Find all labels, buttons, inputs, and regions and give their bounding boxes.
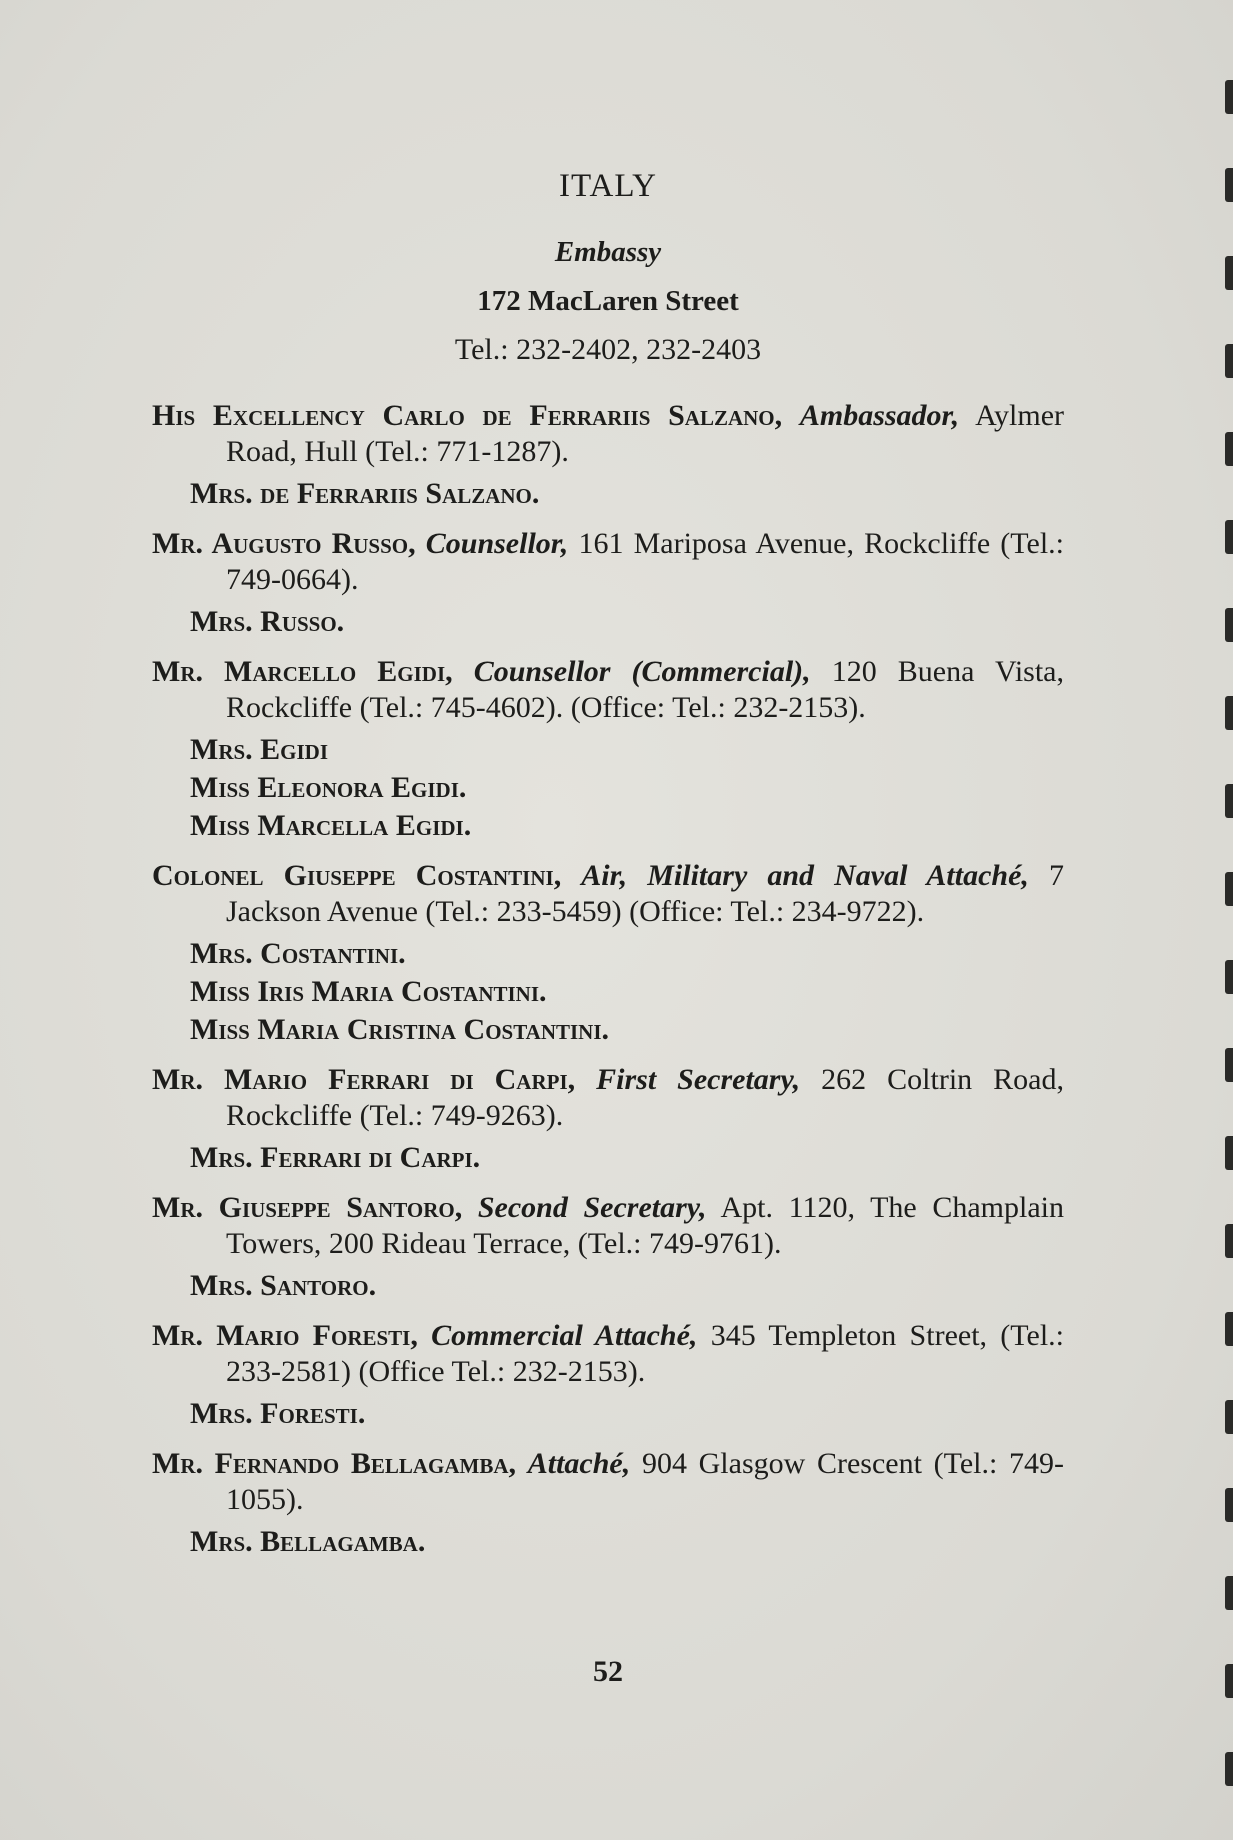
entry-details: 262 Coltrin Road, Rockcliffe (Tel.: 749-9263). [226, 1063, 1064, 1132]
family-member: Mrs. Russo. [190, 605, 345, 638]
entry-main [152, 1446, 1064, 1518]
spiral-binding [1219, 0, 1233, 1840]
entry-name: His Excellency Carlo de Ferrariis Salzano, [152, 399, 783, 432]
diplomat-list [152, 398, 1064, 1574]
entry-main [152, 526, 1064, 598]
family-member: Miss Iris Maria Costantini. [190, 975, 547, 1008]
family-member: Miss Marcella Egidi. [190, 809, 472, 842]
entry-name: Colonel Giuseppe Costantini, [152, 859, 562, 892]
entry-title: First Secretary, [596, 1063, 801, 1096]
entry-name: Mr. Mario Ferrari di Carpi, [152, 1063, 576, 1096]
family-member: Mrs. de Ferrariis Salzano. [190, 477, 540, 510]
list-item [152, 1318, 1064, 1432]
entry-details: 345 Templeton Street, (Tel.: 233-2581) (Office Tel.: 232-2153). [226, 1319, 1064, 1388]
family-member: Mrs. Costantini. [190, 937, 406, 970]
entry-title: Second Secretary, [477, 1191, 707, 1224]
list-item [152, 398, 1064, 512]
entry-main [152, 1190, 1064, 1262]
list-item [152, 1062, 1064, 1176]
entry-main [152, 858, 1064, 930]
entry-details: 7 Jackson Avenue (Tel.: 233-5459) (Office: Tel.: 234-9722). [226, 859, 1064, 928]
entry-details: 161 Mariposa Avenue, Rockcliffe (Tel.: 749-0664). [226, 527, 1064, 596]
entry-main [152, 1062, 1064, 1134]
list-item [152, 1190, 1064, 1304]
family-member: Miss Maria Cristina Costantini. [190, 1013, 609, 1046]
family-member: Miss Eleonora Egidi. [190, 771, 467, 804]
entry-main [152, 398, 1064, 470]
entry-main [152, 1318, 1064, 1390]
list-item [152, 526, 1064, 640]
entry-title: Counsellor (Commercial), [473, 655, 811, 688]
entry-name: Mr. Mario Foresti, [152, 1319, 418, 1352]
entry-title: Attaché, [527, 1447, 631, 1480]
family-member: Mrs. Santoro. [190, 1269, 377, 1302]
entry-main [152, 654, 1064, 726]
entry-name: Mr. Giuseppe Santoro, [152, 1191, 463, 1224]
family-member: Mrs. Ferrari di Carpi. [190, 1141, 481, 1174]
entry-details: Apt. 1120, The Champlain Towers, 200 Rideau Terrace, (Tel.: 749-9761). [226, 1191, 1064, 1260]
entry-details: 904 Glasgow Crescent (Tel.: 749-1055). [226, 1447, 1065, 1516]
page-number: 52 [593, 1655, 623, 1688]
embassy-address: 172 MacLaren Street [477, 285, 739, 317]
embassy-subtitle: Embassy [554, 236, 662, 268]
entry-title: Air, Military and Naval Attaché, [581, 859, 1029, 892]
entry-title: Ambassador, [799, 399, 960, 432]
entry-details: Aylmer Road, Hull (Tel.: 771-1287). [226, 399, 1065, 468]
entry-name: Mr. Fernando Bellagamba, [152, 1447, 517, 1480]
family-member: Mrs. Egidi [190, 733, 329, 766]
entry-title: Commercial Attaché, [431, 1319, 698, 1352]
entry-details: 120 Buena Vista, Rockcliffe (Tel.: 745-4602). (Office: Tel.: 232-2153). [226, 655, 1064, 724]
entry-name: Mr. Marcello Egidi, [152, 655, 453, 688]
embassy-telephone: Tel.: 232-2402, 232-2403 [454, 333, 762, 366]
family-member: Mrs. Foresti. [190, 1397, 366, 1430]
entry-name: Mr. Augusto Russo, [152, 527, 416, 560]
list-item [152, 858, 1064, 1048]
family-member: Mrs. Bellagamba. [190, 1525, 426, 1558]
list-item [152, 654, 1064, 844]
list-item [152, 1446, 1064, 1560]
country-heading: ITALY [558, 168, 658, 204]
entry-title: Counsellor, [425, 527, 569, 560]
